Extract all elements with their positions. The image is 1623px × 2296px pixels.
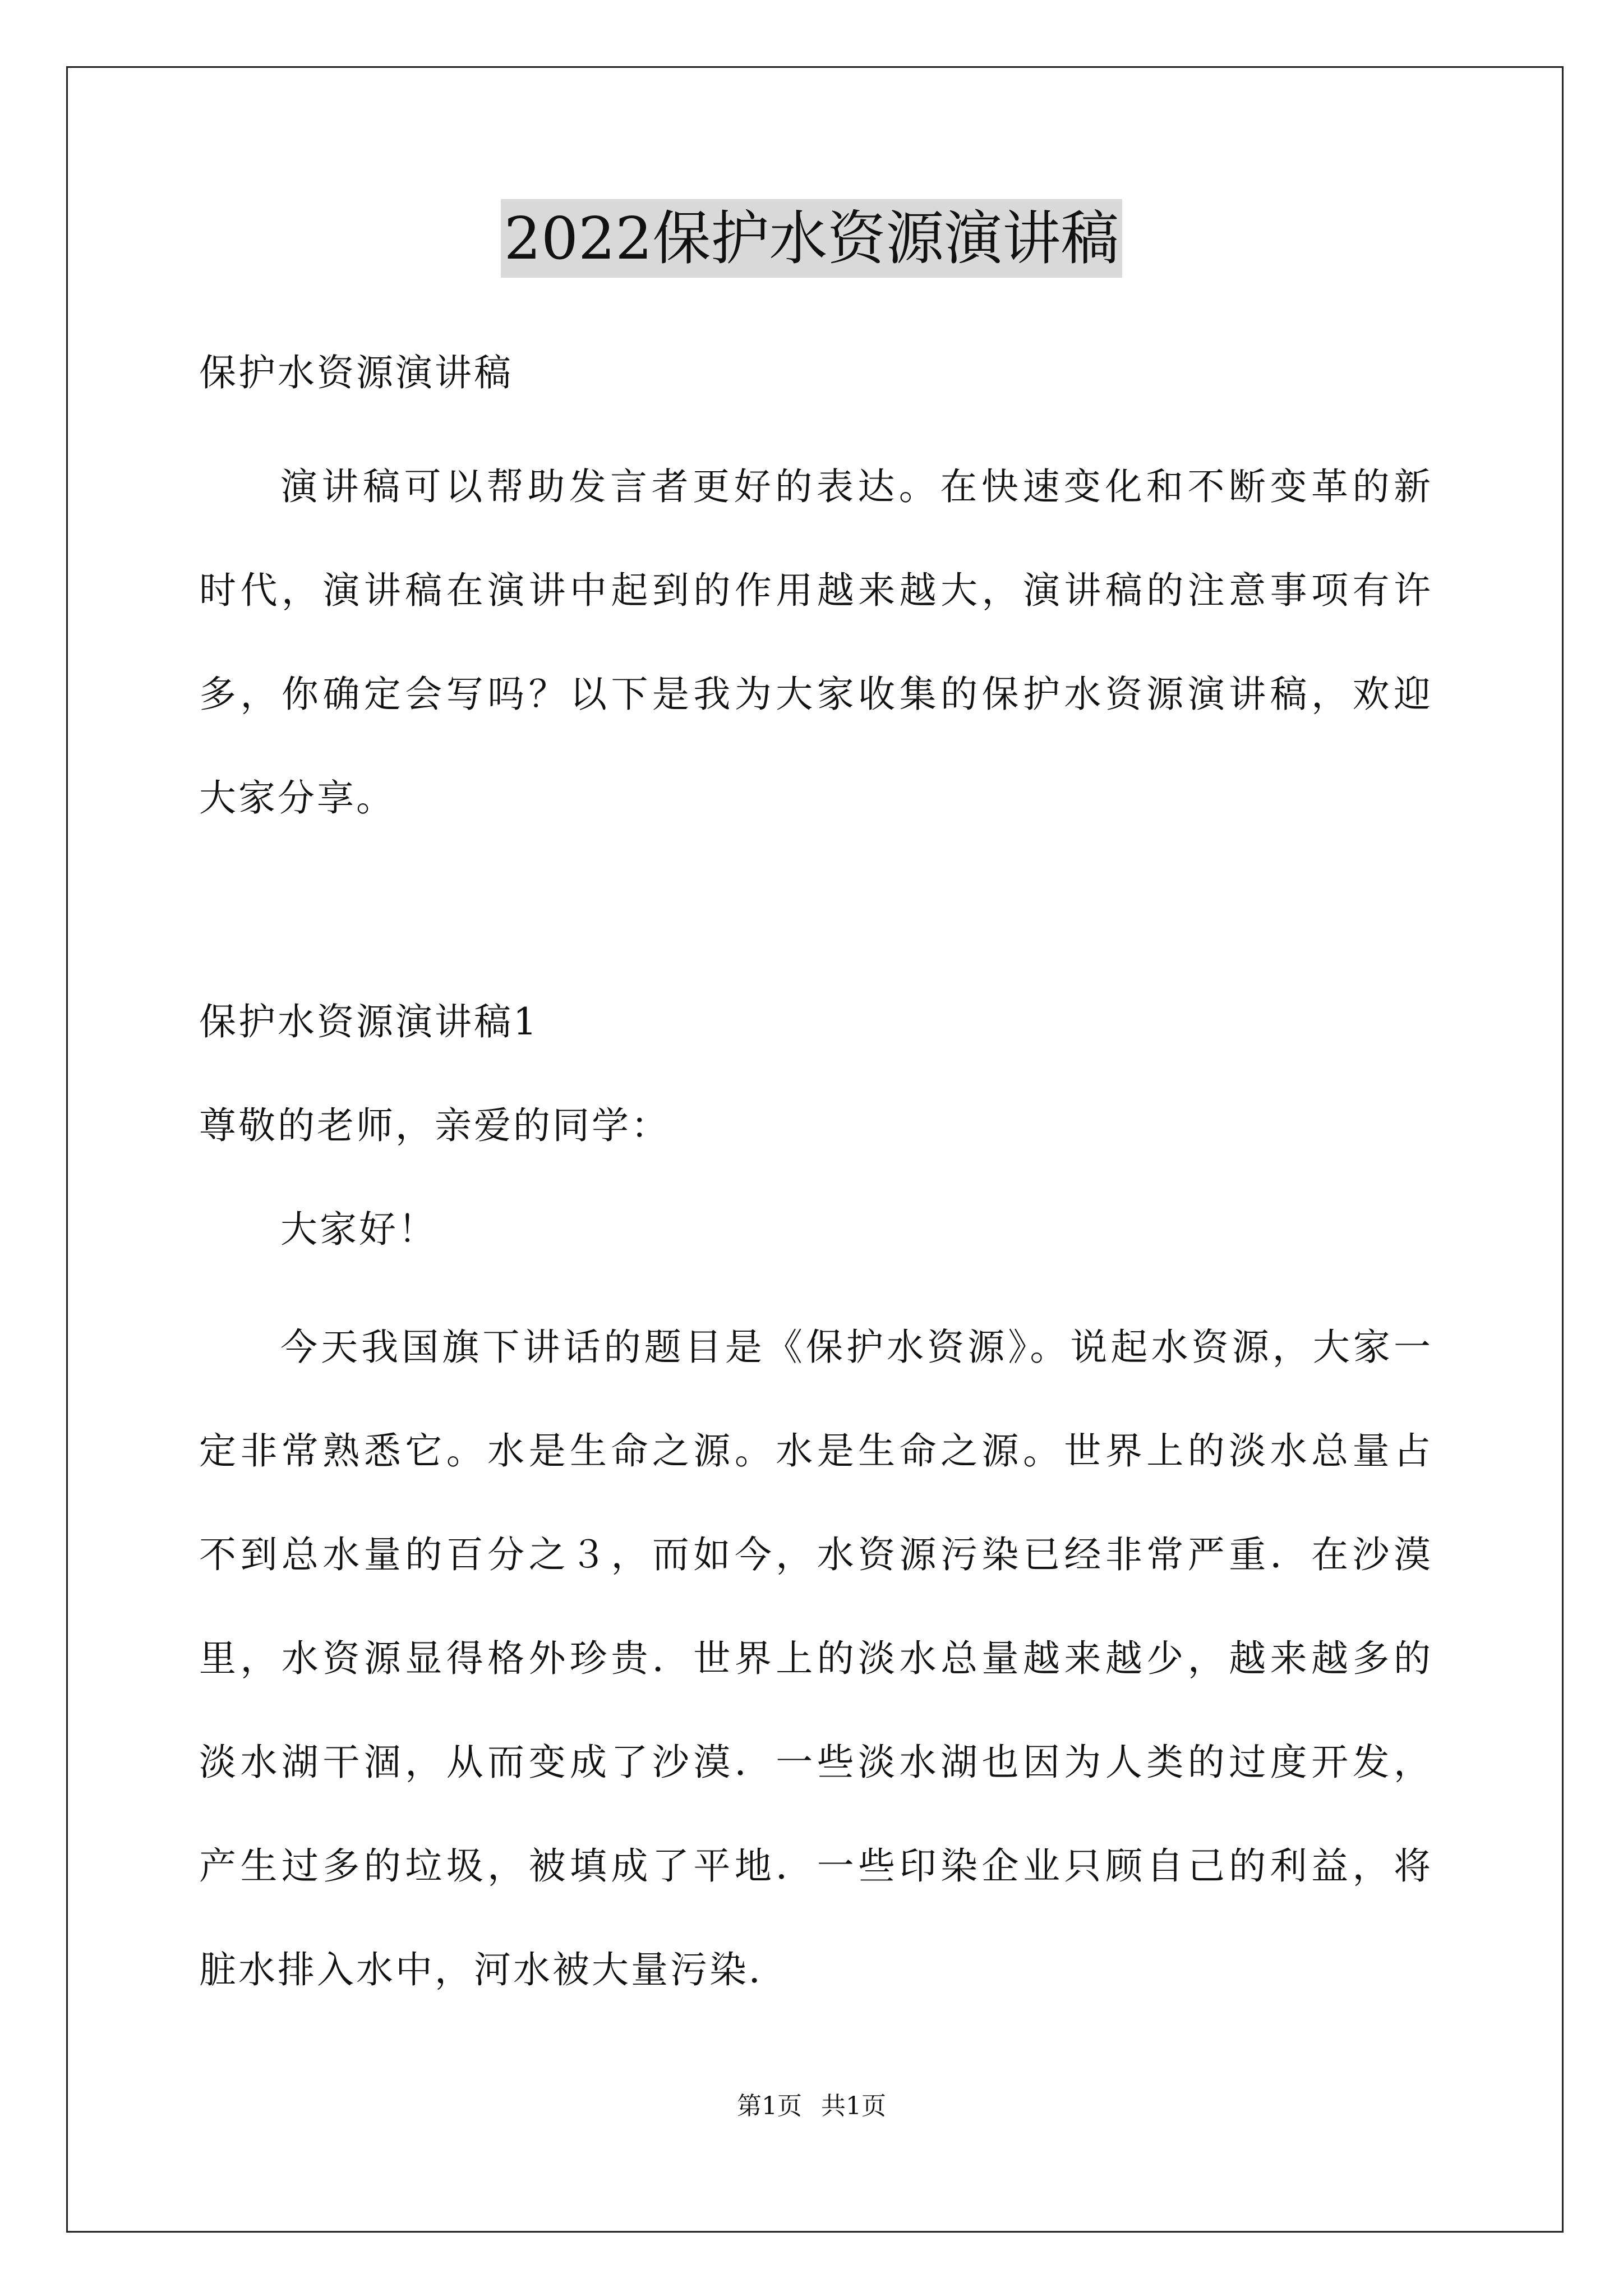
paragraph-line: 淡水湖干涸，从而变成了沙漠．一些淡水湖也因为人类的过度开发， — [199, 1741, 1433, 1784]
page-total: 共1页 — [821, 2092, 886, 2120]
paragraph-line: 演讲稿可以帮助发言者更好的表达。在快速变化和不断变革的新 — [280, 465, 1433, 508]
paragraph-line: 产生过多的垃圾，被填成了平地．一些印染企业只顾自己的利益，将 — [199, 1844, 1433, 1888]
salutation: 尊敬的老师，亲爱的同学： — [199, 1104, 670, 1147]
paragraph-line: 大家分享。 — [199, 776, 395, 820]
paragraph-line: 时代，演讲稿在演讲中起到的作用越来越大，演讲稿的注意事项有许 — [199, 569, 1433, 612]
paragraph-line: 定非常熟悉它。水是生命之源。水是生命之源。世界上的淡水总量占 — [199, 1429, 1433, 1473]
page-number: 第1页 — [737, 2092, 802, 2120]
title-container — [0, 199, 1623, 278]
paragraph-line: 不到总水量的百分之３，而如今，水资源污染已经非常严重．在沙漠 — [199, 1533, 1433, 1576]
section-heading: 保护水资源演讲稿 — [199, 351, 513, 394]
paragraph-line: 里，水资源显得格外珍贵．世界上的淡水总量越来越少，越来越多的 — [199, 1637, 1433, 1680]
paragraph-line: 今天我国旗下讲话的题目是《保护水资源》。说起水资源，大家一 — [280, 1326, 1433, 1369]
paragraph-line: 多，你确定会写吗？以下是我为大家收集的保护水资源演讲稿，欢迎 — [199, 673, 1433, 716]
paragraph-line: 脏水排入水中，河水被大量污染． — [199, 1948, 788, 1991]
section-heading: 保护水资源演讲稿1 — [199, 1000, 539, 1043]
greeting: 大家好！ — [280, 1208, 437, 1251]
document-title: 2022保护水资源演讲稿 — [501, 199, 1123, 278]
page-footer — [0, 2090, 1623, 2123]
